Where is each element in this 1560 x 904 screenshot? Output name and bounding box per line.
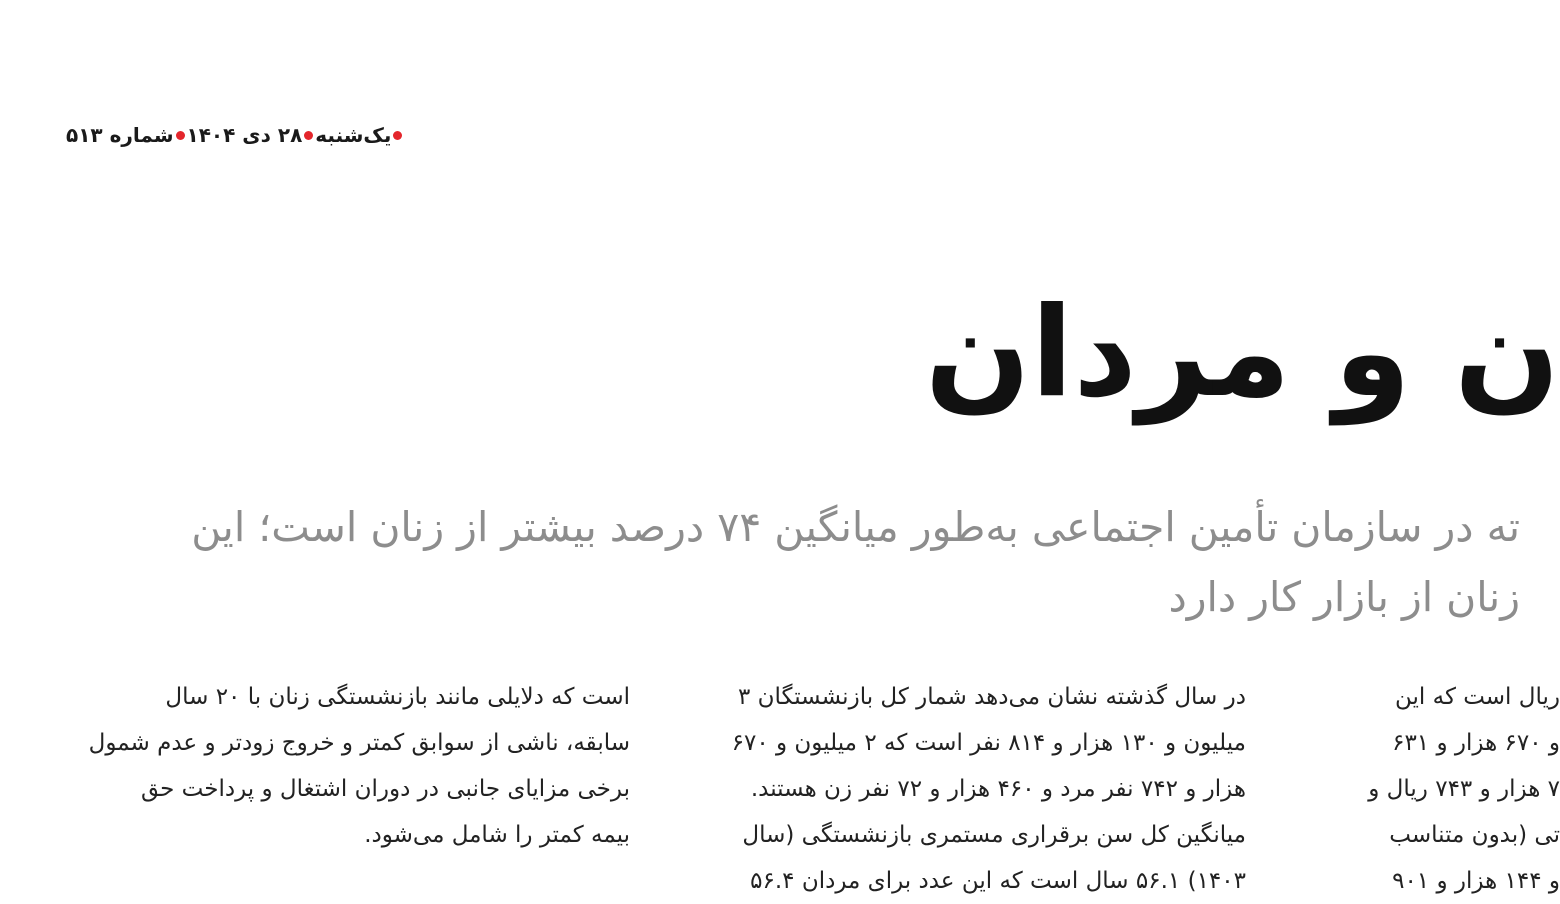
column-line: میلیون و ۱۳۰ هزار و ۸۱۴ نفر است که ۲ میلیون و ۶۷۰ bbox=[731, 730, 1246, 756]
bullet-dot-icon bbox=[393, 131, 402, 140]
article-column-left bbox=[68, 674, 630, 858]
bullet-dot-icon bbox=[176, 131, 185, 140]
article-column-right bbox=[1300, 674, 1560, 904]
dateline-day: یک‌شنبه bbox=[315, 123, 392, 147]
column-line: است که دلایلی مانند بازنشستگی زنان با ۲۰ سال bbox=[165, 684, 630, 710]
bullet-dot-icon bbox=[304, 131, 313, 140]
column-line: و ۶۷۰ هزار و ۶۳۱ bbox=[1392, 730, 1560, 756]
headline: ن و مردان bbox=[924, 281, 1560, 425]
column-line: تی (بدون متناسب bbox=[1389, 822, 1560, 848]
column-line: در سال گذشته نشان می‌دهد شمار کل بازنشستگان ۳ bbox=[737, 684, 1246, 710]
column-line: هزار و ۷۴۲ نفر مرد و ۴۶۰ هزار و ۷۲ نفر زن هستند. bbox=[750, 776, 1246, 802]
column-line: و ۱۴۴ هزار و ۹۰۱ bbox=[1392, 868, 1560, 894]
article-column-middle bbox=[684, 674, 1246, 904]
column-line: ۱۴۰۳) ۵۶.۱ سال است که این عدد برای مردان ۵۶.۴ bbox=[750, 868, 1246, 894]
column-line: بیمه کمتر را شامل می‌شود. bbox=[364, 822, 630, 848]
dateline-issue: شماره ۵۱۳ bbox=[66, 123, 174, 147]
column-line: ریال است که این bbox=[1395, 684, 1560, 710]
column-line: سابقه، ناشی از سوابق کمتر و خروج زودتر و عدم شمول bbox=[88, 730, 630, 756]
lead-line-1: ته در سازمان تأمین اجتماعی به‌طور میانگین ۷۴ درصد بیشتر از زنان است؛ این bbox=[191, 503, 1520, 551]
lead-line-2: زنان از بازار کار دارد bbox=[1168, 573, 1520, 621]
dateline bbox=[66, 118, 446, 152]
column-line: ۷ هزار و ۷۴۳ ریال و bbox=[1368, 776, 1560, 802]
column-line: میانگین کل سن برقراری مستمری بازنشستگی (سال bbox=[742, 822, 1246, 848]
column-line: برخی مزایای جانبی در دوران اشتغال و پرداخت حق bbox=[140, 776, 630, 802]
dateline-date: ۲۸ دی ۱۴۰۴ bbox=[186, 123, 303, 147]
